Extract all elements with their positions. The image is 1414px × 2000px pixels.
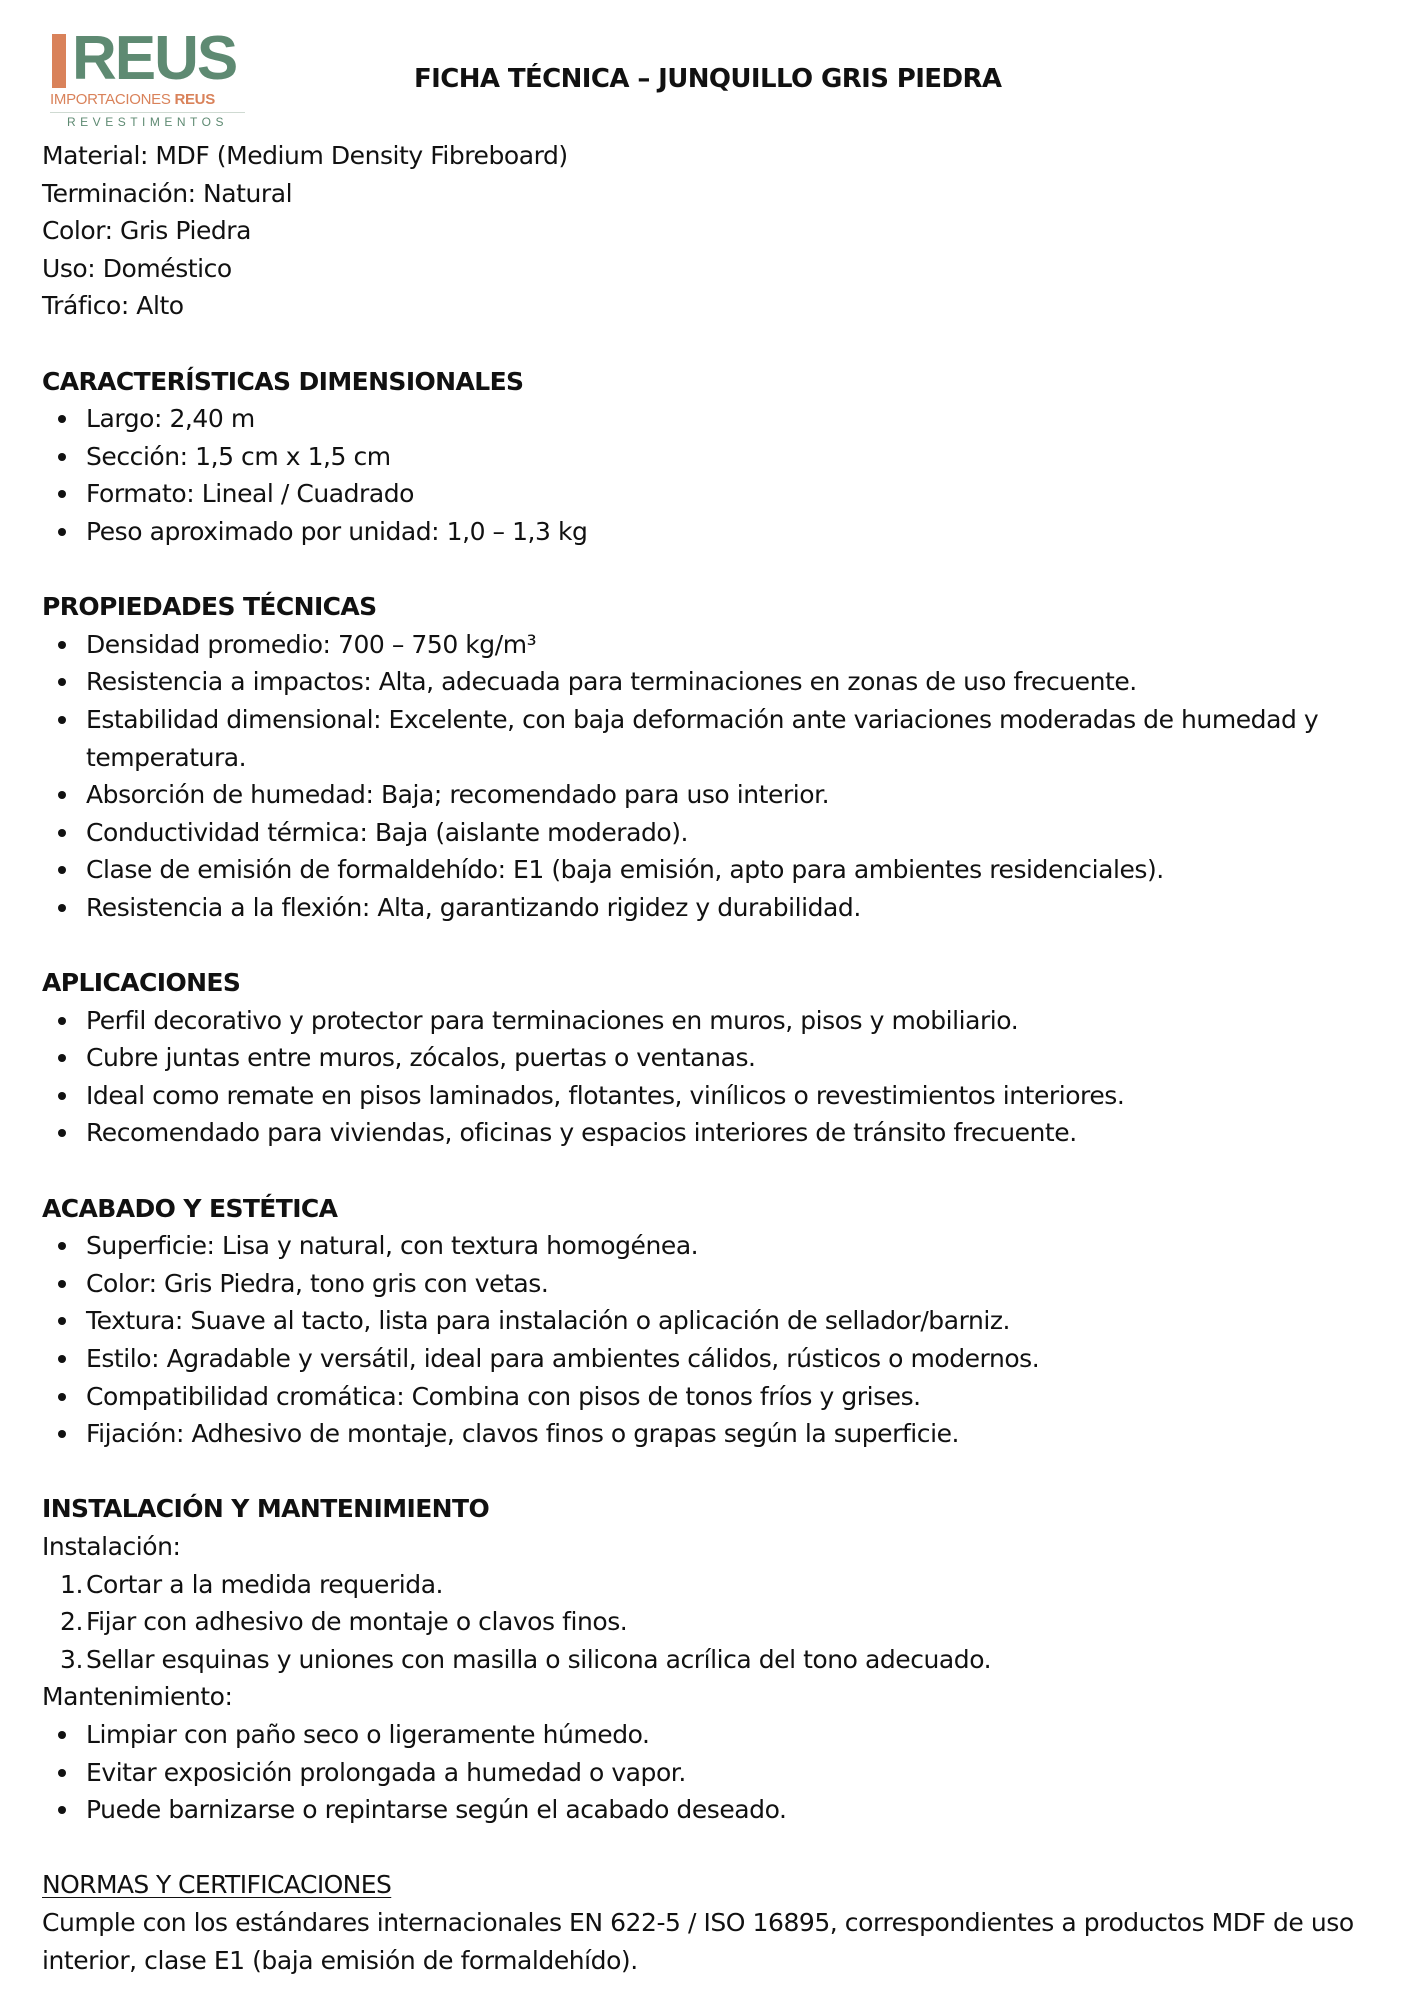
bullet-icon <box>58 1430 66 1438</box>
list-item-text: Estabilidad dimensional: Excelente, con baja deformación ante variaciones moderadas de humedad y temperatura. <box>86 704 1319 772</box>
list-item <box>42 889 1382 927</box>
list-item-text: Evitar exposición prolongada a humedad o vapor. <box>86 1757 686 1787</box>
spec-color: Color: Gris Piedra <box>42 216 251 246</box>
page-title: FICHA TÉCNICA – JUNQUILLO GRIS PIEDRA <box>414 64 1002 94</box>
list-item <box>42 1265 1382 1303</box>
list-item <box>42 1340 1382 1378</box>
bullet-icon <box>58 904 66 912</box>
list-item <box>42 1114 1382 1152</box>
logo-tagline: REVESTIMENTOS <box>67 115 228 129</box>
spec-traffic: Tráfico: Alto <box>42 291 184 321</box>
list-item <box>42 438 1382 476</box>
bullet-icon <box>58 791 66 799</box>
bullet-icon <box>58 641 66 649</box>
step-item <box>42 1566 1382 1604</box>
step-text: Fijar con adhesivo de montaje o clavos finos. <box>86 1607 628 1637</box>
list-item-text: Largo: 2,40 m <box>86 404 255 434</box>
spacer <box>42 325 1382 363</box>
list-item <box>42 663 1382 701</box>
spec-use: Uso: Doméstico <box>42 253 232 283</box>
bullet-icon <box>58 1769 66 1777</box>
list-item <box>42 1077 1382 1115</box>
list-item-text: Estilo: Agradable y versátil, ideal para ambientes cálidos, rústicos o modernos. <box>86 1344 1040 1373</box>
technical-list <box>42 626 1382 927</box>
bullet-icon <box>58 415 66 423</box>
list-item <box>42 400 1382 438</box>
list-item-text: Fijación: Adhesivo de montaje, clavos finos o grapas según la superficie. <box>86 1419 960 1449</box>
step-number: 1. <box>60 1569 83 1599</box>
bullet-icon <box>58 1806 66 1814</box>
list-item-text: Superficie: Lisa y natural, con textura homogénea. <box>86 1231 699 1261</box>
list-item <box>42 1002 1382 1040</box>
logo-subtitle-b: REUS <box>174 91 215 108</box>
list-item <box>42 1754 1382 1792</box>
bullet-icon <box>58 1054 66 1062</box>
step-text: Sellar esquinas y uniones con masilla o silicona acrílica del tono adecuado. <box>86 1644 992 1674</box>
bullet-icon <box>58 716 66 724</box>
step-item <box>42 1603 1382 1641</box>
logo-wordmark: REUS <box>72 30 237 88</box>
bullet-icon <box>58 1092 66 1100</box>
bullet-icon <box>58 1280 66 1288</box>
list-item <box>42 626 1382 664</box>
specs-block <box>42 137 1382 325</box>
spacer <box>42 551 1382 589</box>
bullet-icon <box>58 490 66 498</box>
bullet-icon <box>58 453 66 461</box>
bullet-icon <box>58 866 66 874</box>
installation-steps <box>42 1566 1382 1679</box>
bullet-icon <box>58 1242 66 1250</box>
company-logo <box>50 30 250 130</box>
standards-text: Cumple con los estándares internacionales EN 622-5 / ISO 16895, correspondientes a productos MDF de uso interior, clase E1 (baja emisión de formaldehído). <box>42 1907 1354 1975</box>
list-item-text: Textura: Suave al tacto, lista para instalación o aplicación de sellador/barniz. <box>86 1306 1011 1336</box>
bullet-icon <box>58 1731 66 1739</box>
applications-list <box>42 1002 1382 1152</box>
list-item <box>42 701 1382 776</box>
step-number: 2. <box>60 1607 83 1637</box>
step-text: Cortar a la medida requerida. <box>86 1569 444 1599</box>
section-heading-applications: APLICACIONES <box>42 968 241 998</box>
spec-material: Material: MDF (Medium Density Fibreboard) <box>42 141 568 170</box>
list-item-text: Recomendado para viviendas, oficinas y espacios interiores de tránsito frecuente. <box>86 1118 1077 1148</box>
bullet-icon <box>58 1129 66 1137</box>
list-item <box>42 1415 1382 1453</box>
list-item-text: Cubre juntas entre muros, zócalos, puertas o ventanas. <box>86 1043 756 1073</box>
spacer <box>42 1453 1382 1491</box>
spacer <box>42 1829 1382 1867</box>
list-item-text: Formato: Lineal / Cuadrado <box>86 479 414 509</box>
list-item <box>42 776 1382 814</box>
list-item-text: Peso aproximado por unidad: 1,0 – 1,3 kg <box>86 516 588 546</box>
list-item-text: Absorción de humedad: Baja; recomendado para uso interior. <box>86 780 830 810</box>
maintenance-list <box>42 1716 1382 1829</box>
list-item-text: Limpiar con paño seco o ligeramente húmedo. <box>86 1719 650 1749</box>
list-item-text: Ideal como remate en pisos laminados, flotantes, vinílicos o revestimientos interiores. <box>86 1080 1125 1110</box>
list-item <box>42 1791 1382 1829</box>
document-body <box>42 137 1382 1979</box>
bullet-icon <box>58 829 66 837</box>
dimensional-list <box>42 400 1382 550</box>
spacer <box>42 926 1382 964</box>
list-item-text: Sección: 1,5 cm x 1,5 cm <box>86 441 391 471</box>
list-item-text: Densidad promedio: 700 – 750 kg/m³ <box>86 629 537 659</box>
list-item <box>42 1378 1382 1416</box>
section-heading-finish: ACABADO Y ESTÉTICA <box>42 1193 338 1223</box>
spacer <box>42 1152 1382 1190</box>
finish-list <box>42 1227 1382 1453</box>
section-heading-technical: PROPIEDADES TÉCNICAS <box>42 592 377 622</box>
spec-finish: Terminación: Natural <box>42 178 293 208</box>
list-item <box>42 1302 1382 1340</box>
list-item <box>42 1716 1382 1754</box>
bullet-icon <box>58 528 66 536</box>
list-item <box>42 475 1382 513</box>
list-item-text: Resistencia a impactos: Alta, adecuada para terminaciones en zonas de uso frecuente. <box>86 667 1137 697</box>
list-item-text: Compatibilidad cromática: Combina con pisos de tonos fríos y grises. <box>86 1381 921 1411</box>
logo-mark <box>50 30 250 88</box>
list-item <box>42 851 1382 889</box>
list-item-text: Resistencia a la flexión: Alta, garantizando rigidez y durabilidad. <box>86 892 861 922</box>
list-item-text: Conductividad térmica: Baja (aislante moderado). <box>86 817 689 847</box>
section-heading-installation: INSTALACIÓN Y MANTENIMIENTO <box>42 1494 490 1524</box>
installation-label: Instalación: <box>42 1531 181 1561</box>
list-item-text: Clase de emisión de formaldehído: E1 (baja emisión, apto para ambientes residenciales). <box>86 855 1164 885</box>
list-item <box>42 1039 1382 1077</box>
list-item-text: Perfil decorativo y protector para terminaciones en muros, pisos y mobiliario. <box>86 1005 1019 1035</box>
list-item-text: Color: Gris Piedra, tono gris con vetas. <box>86 1268 549 1298</box>
bullet-icon <box>58 1355 66 1363</box>
list-item <box>42 814 1382 852</box>
bullet-icon <box>58 1393 66 1401</box>
section-heading-standards: NORMAS Y CERTIFICACIONES <box>42 1870 392 1900</box>
logo-i-mark <box>52 34 66 88</box>
step-number: 3. <box>60 1644 83 1674</box>
list-item <box>42 513 1382 551</box>
logo-subtitle-a: IMPORTACIONES <box>50 91 175 108</box>
logo-subtitle <box>50 90 250 110</box>
list-item-text: Puede barnizarse o repintarse según el acabado deseado. <box>86 1795 787 1825</box>
bullet-icon <box>58 1017 66 1025</box>
logo-divider <box>50 112 245 113</box>
step-item <box>42 1641 1382 1679</box>
bullet-icon <box>58 678 66 686</box>
section-heading-dimensional: CARACTERÍSTICAS DIMENSIONALES <box>42 366 524 396</box>
maintenance-label: Mantenimiento: <box>42 1682 233 1712</box>
list-item <box>42 1227 1382 1265</box>
bullet-icon <box>58 1317 66 1325</box>
